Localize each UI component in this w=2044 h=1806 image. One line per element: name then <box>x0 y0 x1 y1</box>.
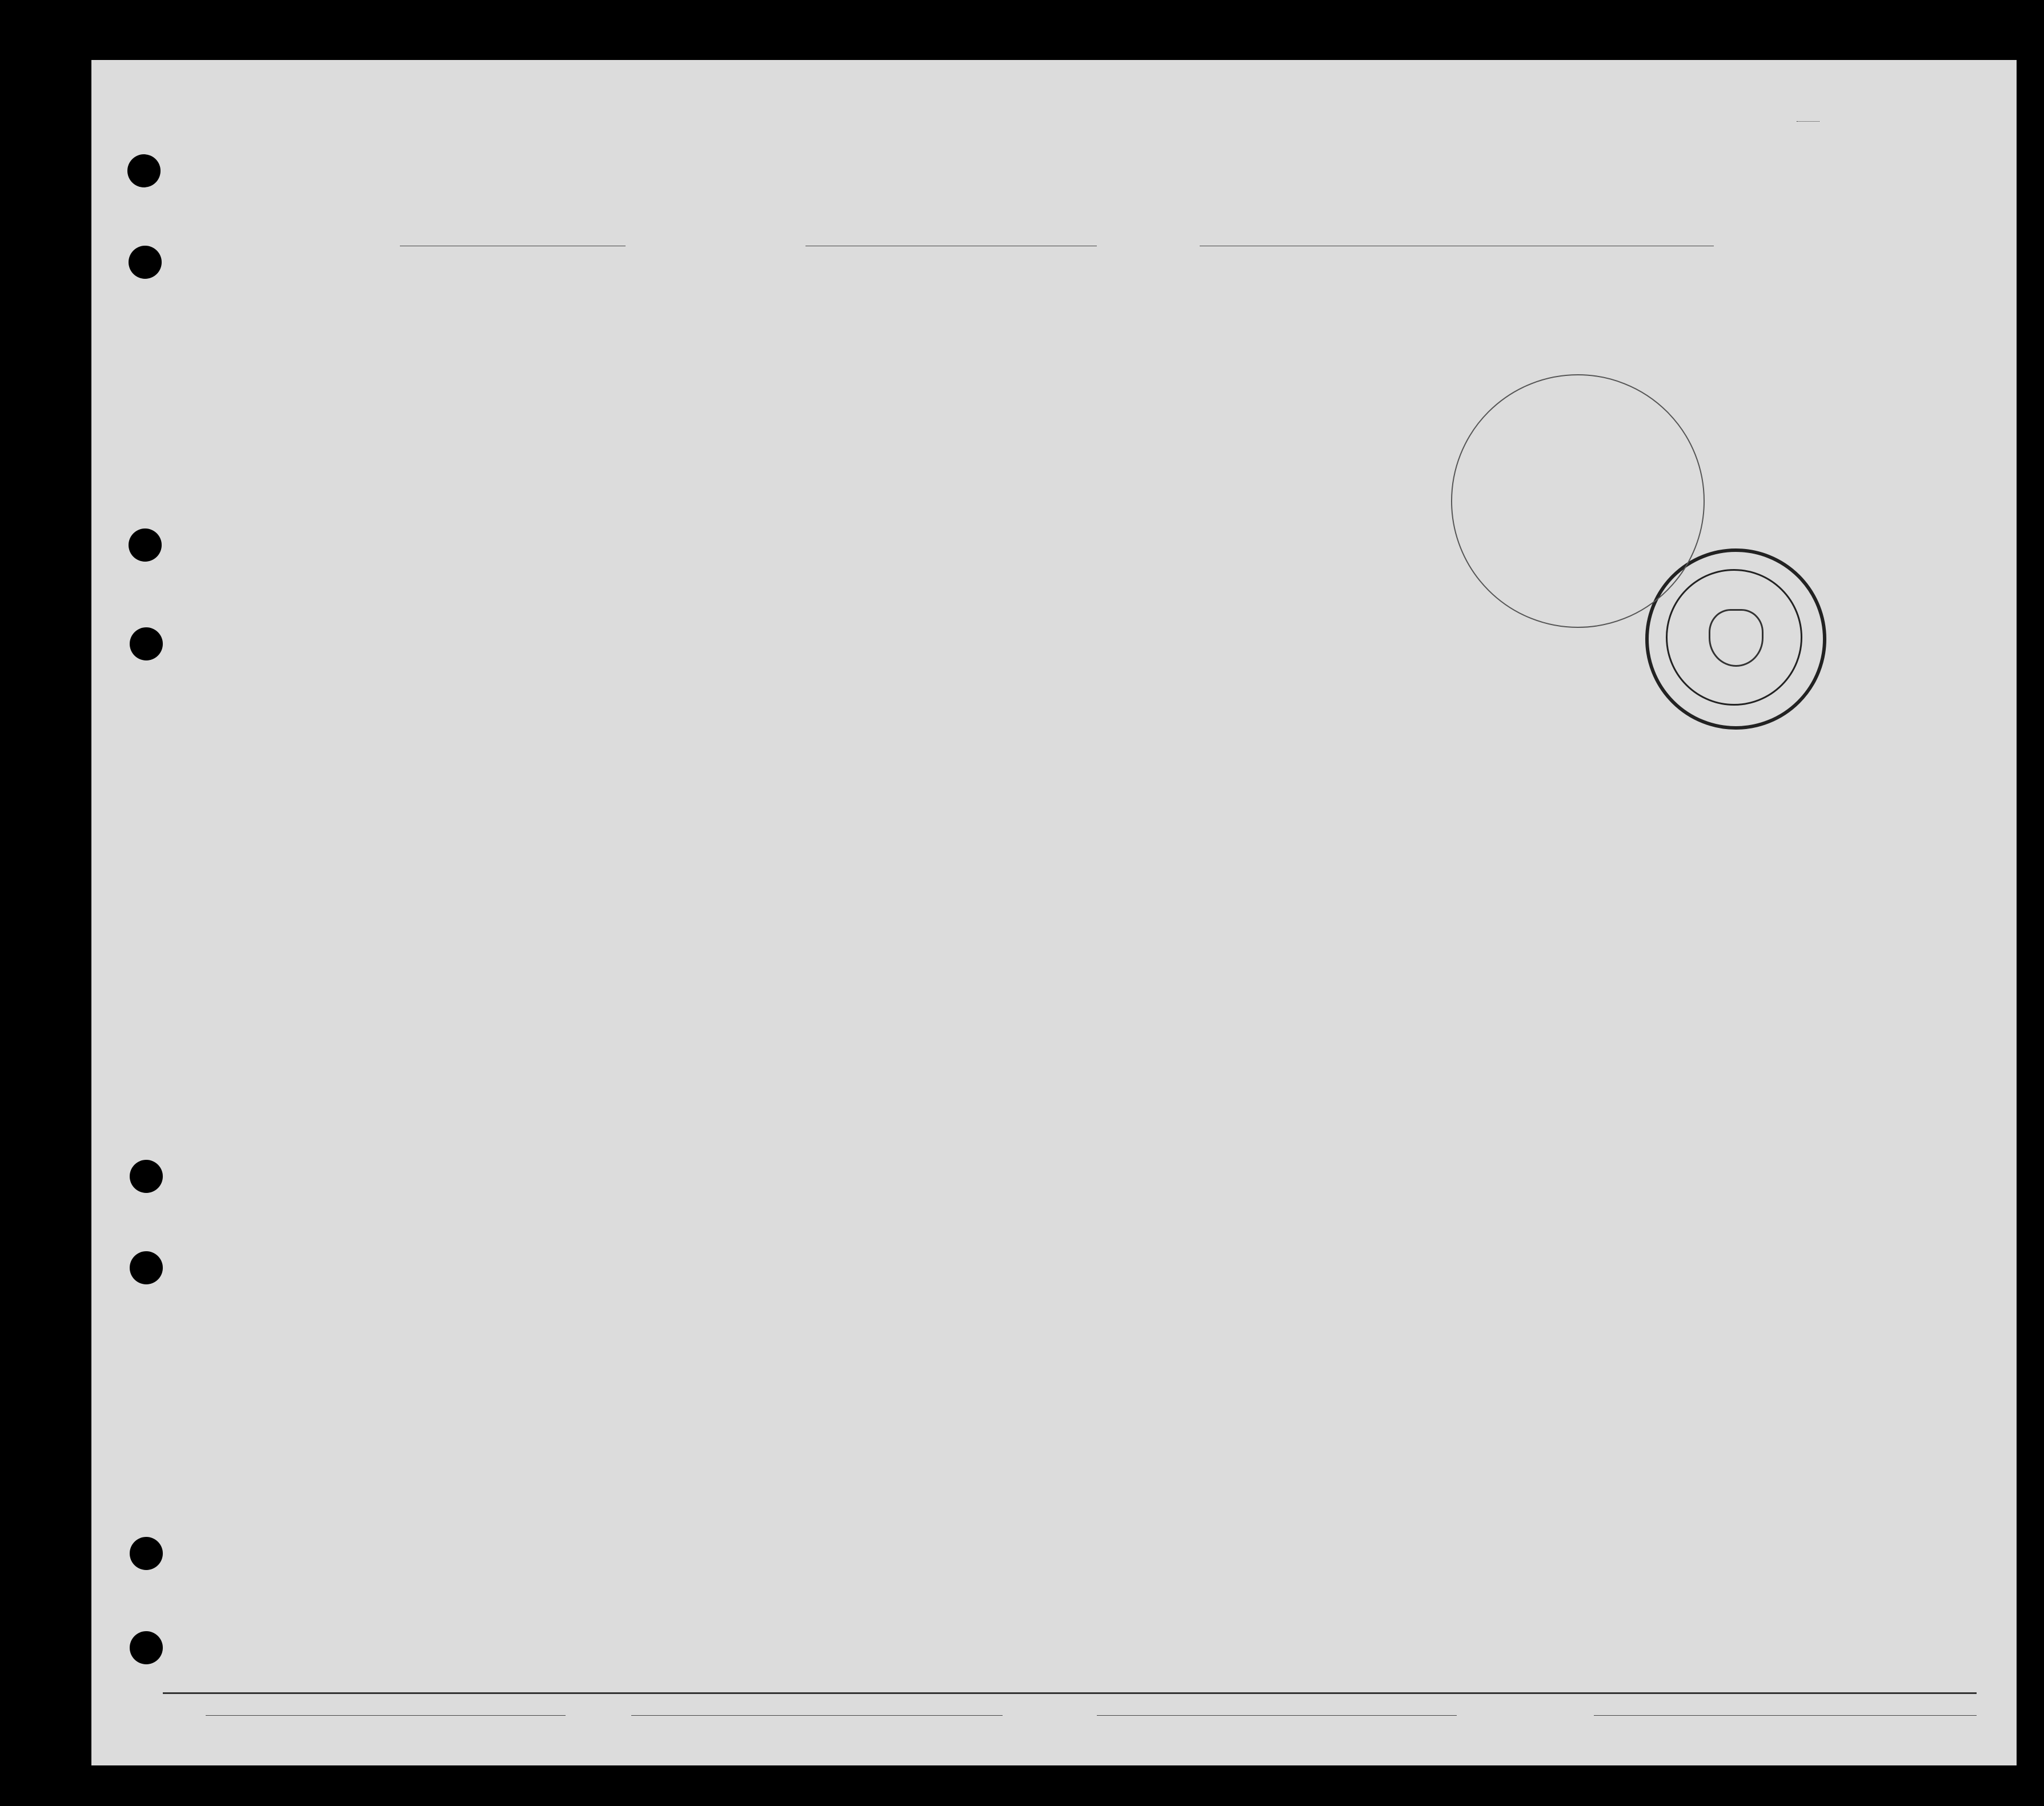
binder-hole <box>130 1160 163 1193</box>
footer-officer-underline <box>1594 1715 1977 1716</box>
binder-hole <box>130 627 163 660</box>
coat-of-arms-icon <box>1709 609 1764 667</box>
footer-owners-underline <box>631 1715 1003 1716</box>
footer-agents-underline <box>1097 1715 1457 1716</box>
footer-rule <box>163 1692 1977 1694</box>
binder-hole <box>130 1631 163 1664</box>
binder-hole <box>130 1537 163 1570</box>
binder-hole <box>129 246 162 279</box>
manifest-page <box>91 60 2017 1765</box>
binder-hole <box>127 154 161 187</box>
binder-hole <box>130 1251 163 1284</box>
footer-line-underline <box>206 1715 566 1716</box>
sheet-value <box>1797 110 1819 122</box>
hand-drawn-circle <box>1451 374 1705 628</box>
sheet-number <box>1780 110 1819 122</box>
binder-hole <box>129 528 162 562</box>
